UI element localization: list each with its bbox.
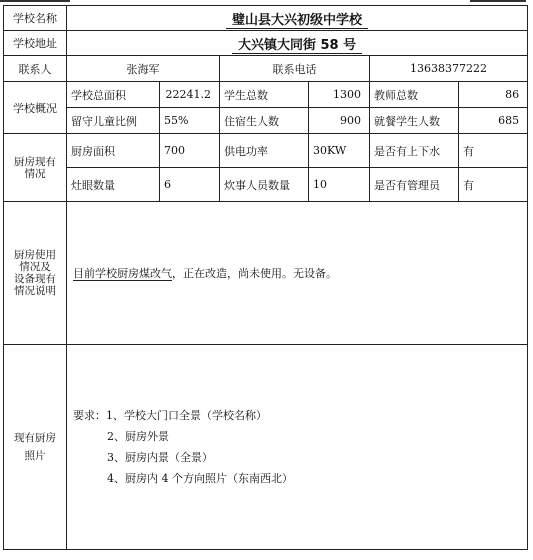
photos-label-line1: 现有厨房	[14, 432, 56, 444]
kitchen-label-line1: 厨房现有	[14, 155, 56, 168]
power-value: 30KW	[309, 134, 370, 168]
manager-value: 有	[459, 168, 528, 202]
leftbehind-value: 55%	[160, 108, 220, 134]
students-value: 1300	[309, 82, 370, 108]
row-usage	[4, 202, 528, 345]
row-photos	[4, 345, 528, 550]
kitchen-label	[4, 134, 67, 202]
photos-label	[4, 345, 67, 550]
diners-value: 685	[459, 108, 528, 134]
usage-label	[4, 202, 67, 345]
diners-label: 就餐学生人数	[370, 108, 459, 134]
school-name: 璧山县大兴初级中学校	[226, 13, 368, 29]
photo-requirements	[67, 345, 528, 550]
staff-value: 10	[309, 168, 370, 202]
teachers-value: 86	[459, 82, 528, 108]
area-label: 学校总面积	[67, 82, 160, 108]
row-overview-1	[4, 82, 528, 108]
usage-text-underlined: 目前学校厨房煤改气	[73, 267, 172, 280]
kitchen-area-value: 700	[160, 134, 220, 168]
row-address	[4, 31, 528, 56]
school-kitchen-form	[3, 5, 528, 550]
contact-label: 联系人	[4, 56, 67, 82]
boarders-label: 住宿生人数	[220, 108, 309, 134]
row-overview-2	[4, 108, 528, 134]
usage-label-line3: 设备现有	[14, 273, 56, 285]
address-value: 大兴镇大同街 58 号	[232, 38, 362, 54]
stoves-value: 6	[160, 168, 220, 202]
address-cell	[67, 31, 528, 56]
usage-label-line1: 厨房使用	[14, 249, 56, 261]
contact-value: 张海军	[67, 56, 220, 82]
manager-label: 是否有管理员	[370, 168, 459, 202]
area-value: 22241.2	[160, 82, 220, 108]
row-kitchen-2	[4, 168, 528, 202]
teachers-label: 教师总数	[370, 82, 459, 108]
water-value: 有	[459, 134, 528, 168]
overview-label: 学校概况	[4, 82, 67, 134]
staff-label: 炊事人员数量	[220, 168, 309, 202]
requirement-line-4: 4、厨房内 4 个方向照片（东南西北）	[107, 472, 293, 485]
usage-label-line2: 情况及	[19, 261, 51, 273]
boarders-value: 900	[309, 108, 370, 134]
kitchen-area-label: 厨房面积	[67, 134, 160, 168]
top-right-line	[470, 0, 526, 2]
usage-description	[67, 202, 528, 345]
school-name-label: 学校名称	[4, 6, 67, 31]
top-left-line	[0, 0, 70, 2]
row-contact	[4, 56, 528, 82]
requirement-line-1: 要求：1、学校大门口全景（学校名称）	[73, 409, 267, 422]
water-label: 是否有上下水	[370, 134, 459, 168]
leftbehind-label: 留守儿童比例	[67, 108, 160, 134]
usage-label-line4: 情况说明	[14, 285, 56, 297]
row-school-name	[4, 6, 528, 31]
photos-label-line2: 照片	[24, 450, 46, 462]
address-label: 学校地址	[4, 31, 67, 56]
phone-value: 13638377222	[370, 56, 528, 82]
stoves-label: 灶眼数量	[67, 168, 160, 202]
row-kitchen-1	[4, 134, 528, 168]
school-name-cell	[67, 6, 528, 31]
requirement-line-3: 3、厨房内景（全景）	[107, 451, 213, 464]
students-label: 学生总数	[220, 82, 309, 108]
usage-text-rest: ，正在改造，尚未使用。无设备。	[172, 267, 337, 280]
kitchen-label-line2: 情况	[24, 167, 46, 180]
requirement-line-2: 2、厨房外景	[107, 430, 169, 443]
power-label: 供电功率	[220, 134, 309, 168]
phone-label: 联系电话	[220, 56, 370, 82]
